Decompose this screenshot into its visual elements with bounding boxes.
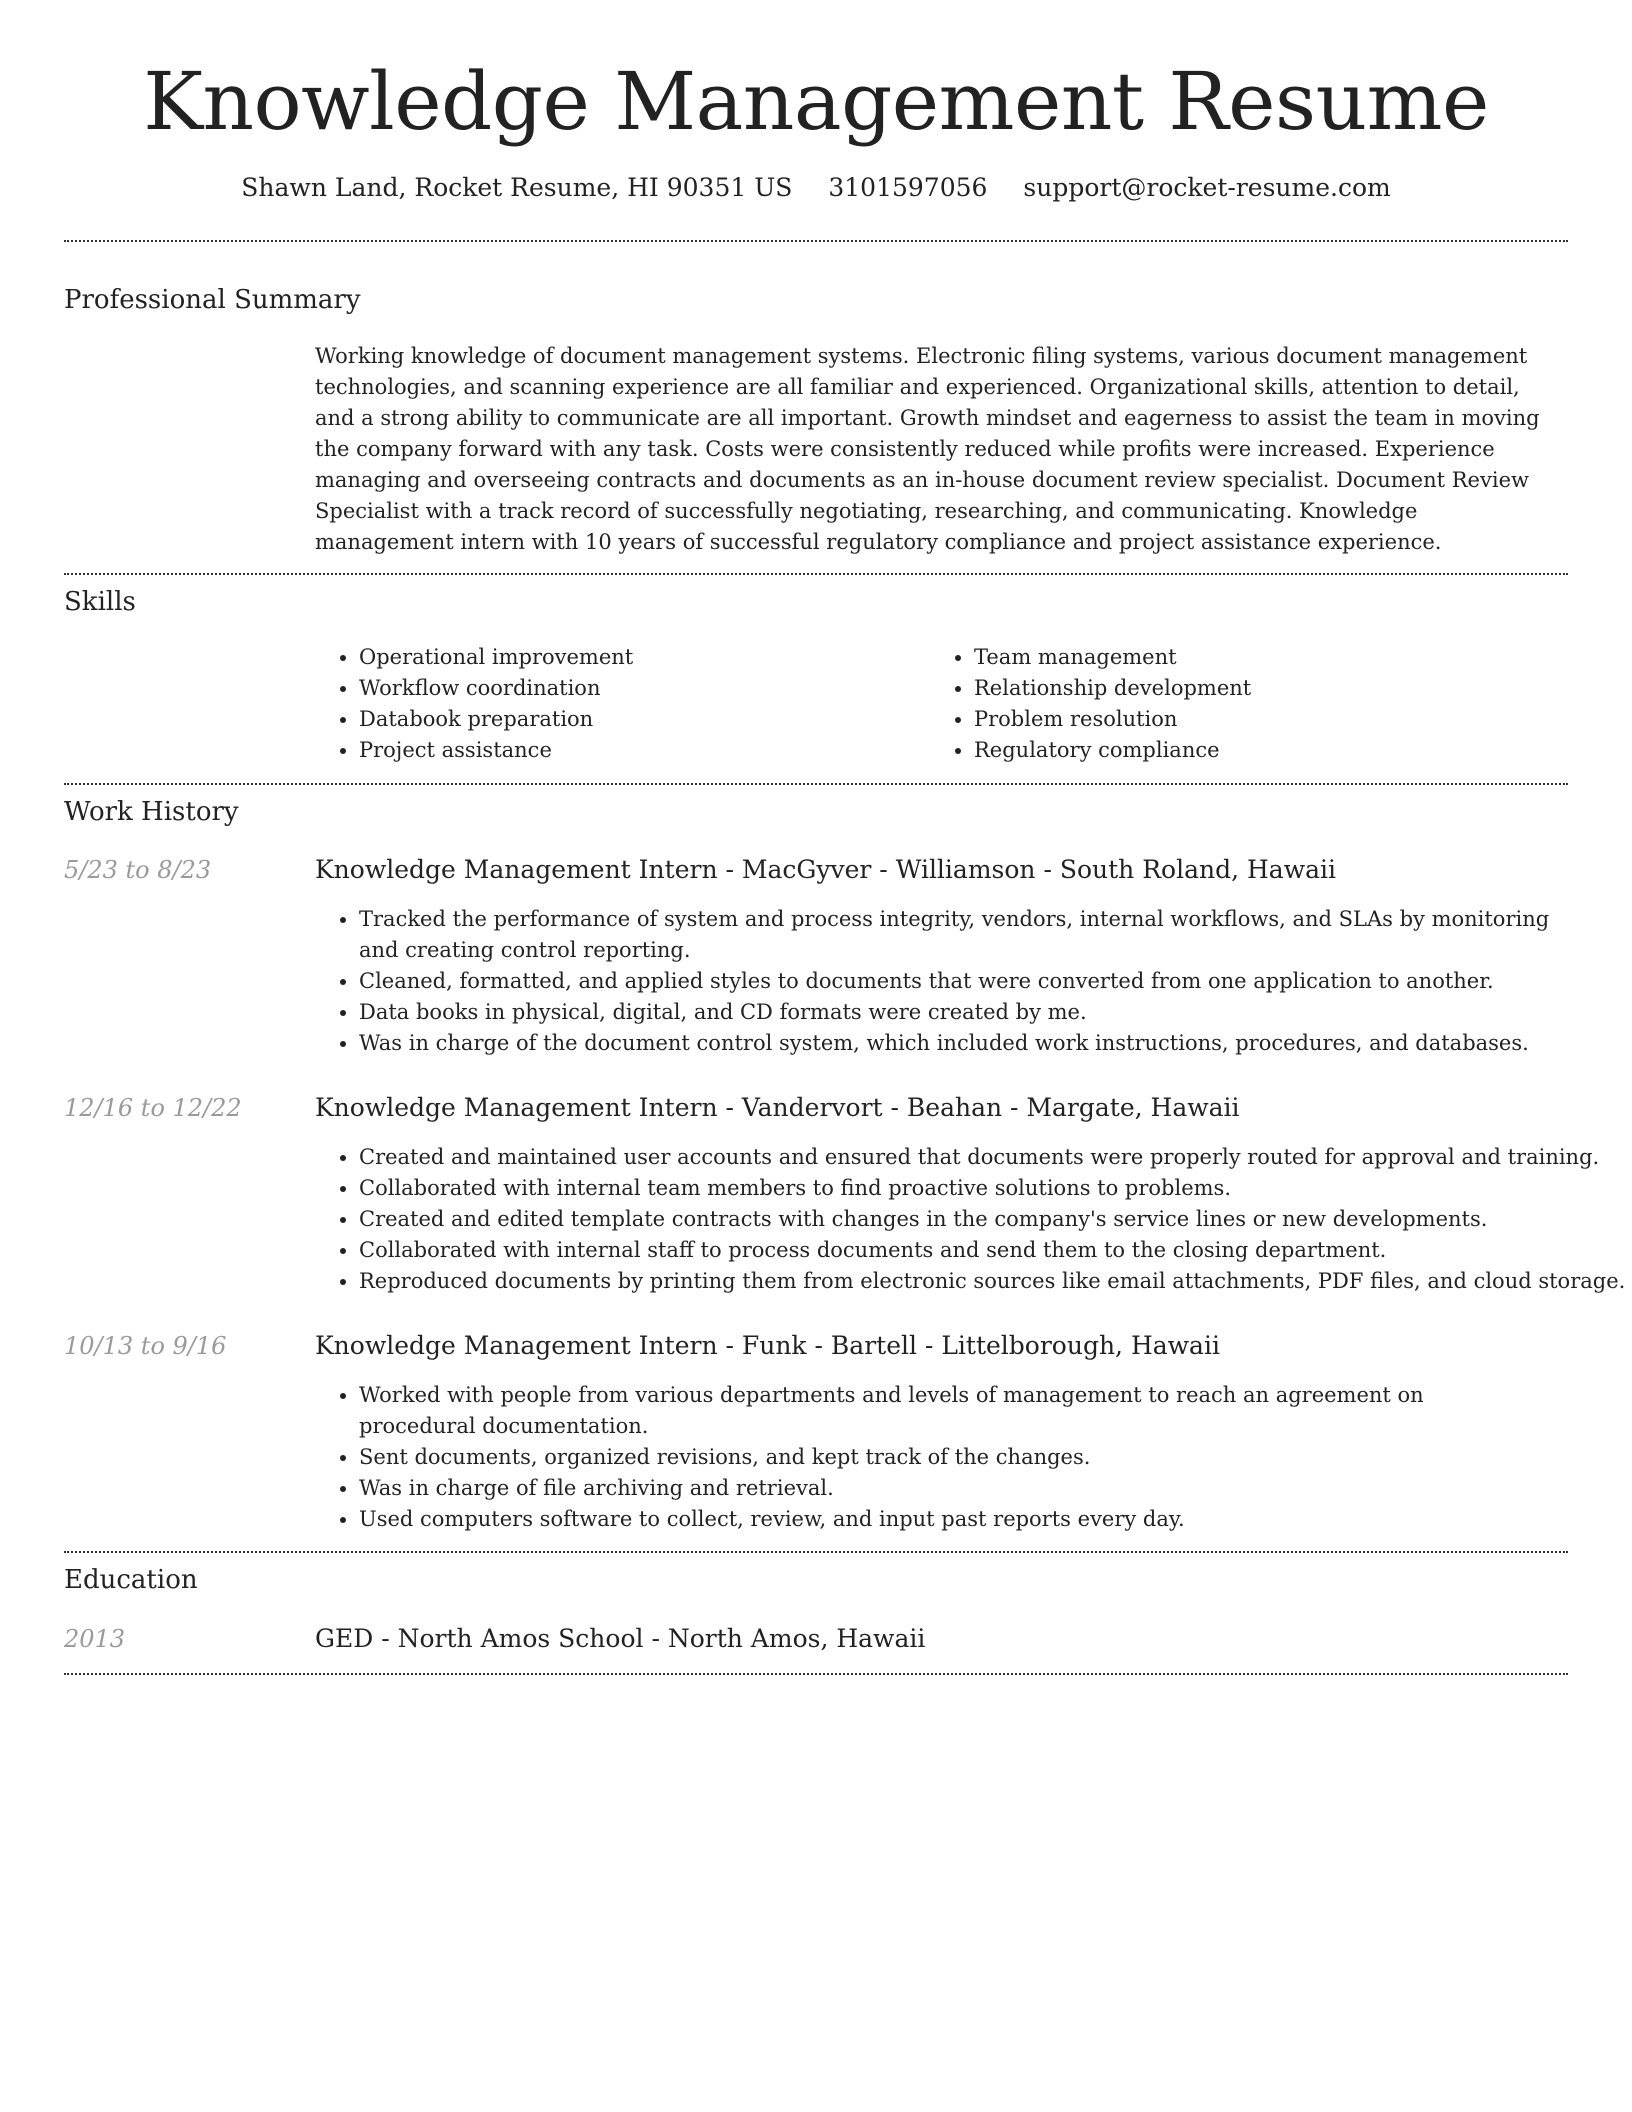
job-title: Knowledge Management Intern - Funk - Bartell - Littelborough, Hawaii — [315, 1331, 1220, 1360]
job-bullet: • Tracked the performance of system and process integrity, vendors, internal workflows, and SLAs by monitoring and creating control reporting. — [359, 904, 1559, 966]
job-bullets — [315, 904, 1559, 1059]
summary-text: Working knowledge of document management systems. Electronic filing systems, various document management technologies, and scanning experience are all familiar and experienced. Organizational skills, attention to detail, and a strong ability to communicate are all important. Growth mindset and eagerness to assist the team in moving the company forward with any task. Costs were consistently reduced while profits were increased. Experience managing and overseeing contracts and documents as an in-house document review specialist. Document Review Specialist with a track record of successfully negotiating, researching, and communicating. Knowledge management intern with 10 years of successful regulatory compliance and project assistance experience. — [315, 344, 1540, 554]
skill-item: • Problem resolution — [974, 704, 1534, 735]
job-bullet: • Created and edited template contracts with changes in the company's service lines or new developments. — [359, 1204, 1612, 1235]
job-bullets — [315, 1380, 1529, 1535]
skill-item: • Workflow coordination — [359, 673, 919, 704]
divider — [64, 240, 1568, 242]
job-bullet: • Created and maintained user accounts and ensured that documents were properly routed for approval and training. — [359, 1142, 1612, 1173]
education-title: GED - North Amos School - North Amos, Hawaii — [315, 1624, 926, 1653]
job-bullet: • Collaborated with internal staff to process documents and send them to the closing department. — [359, 1235, 1612, 1266]
skills-list-left — [315, 642, 919, 766]
contact-line — [64, 170, 1568, 206]
divider — [64, 573, 1568, 575]
contact-phone: 3101597056 — [828, 173, 988, 202]
job-bullet: • Worked with people from various departments and levels of management to reach an agreement on procedural documentation. — [359, 1380, 1529, 1442]
job-bullet: • Was in charge of the document control system, which included work instructions, procedures, and databases. — [359, 1028, 1559, 1059]
job-bullets — [315, 1142, 1626, 1297]
job-dates: 10/13 to 9/16 — [64, 1332, 227, 1360]
divider — [64, 1673, 1568, 1675]
skill-item: • Databook preparation — [359, 704, 919, 735]
skills-list-right — [930, 642, 1534, 766]
work-heading: Work History — [64, 797, 239, 827]
summary-heading: Professional Summary — [64, 285, 361, 315]
job-bullet: • Used computers software to collect, review, and input past reports every day. — [359, 1504, 1529, 1535]
job-bullet: • Collaborated with internal team members to find proactive solutions to problems. — [359, 1173, 1612, 1204]
skill-item: • Regulatory compliance — [974, 735, 1534, 766]
job-bullet: • Data books in physical, digital, and CD formats were created by me. — [359, 997, 1559, 1028]
job-bullet: • Was in charge of file archiving and retrieval. — [359, 1473, 1529, 1504]
job-dates: 12/16 to 12/22 — [64, 1094, 242, 1122]
skill-item: • Team management — [974, 642, 1534, 673]
job-bullet: • Reproduced documents by printing them from electronic sources like email attachments, PDF files, and cloud storage. — [359, 1266, 1612, 1297]
job-bullet: • Sent documents, organized revisions, and kept track of the changes. — [359, 1442, 1529, 1473]
job-title: Knowledge Management Intern - Vandervort - Beahan - Margate, Hawaii — [315, 1093, 1240, 1122]
divider — [64, 783, 1568, 785]
skill-item: • Project assistance — [359, 735, 919, 766]
skill-item: • Relationship development — [974, 673, 1534, 704]
contact-email: support@rocket-resume.com — [1023, 173, 1391, 202]
job-dates: 5/23 to 8/23 — [64, 856, 212, 884]
job-bullet: • Cleaned, formatted, and applied styles to documents that were converted from one application to another. — [359, 966, 1559, 997]
skill-item: • Operational improvement — [359, 642, 919, 673]
resume-title: Knowledge Management Resume — [143, 55, 1489, 148]
skills-heading: Skills — [64, 587, 136, 617]
contact-address: Shawn Land, Rocket Resume, HI 90351 US — [241, 173, 793, 202]
divider — [64, 1551, 1568, 1553]
job-title: Knowledge Management Intern - MacGyver - Williamson - South Roland, Hawaii — [315, 855, 1337, 884]
education-year: 2013 — [64, 1625, 126, 1653]
education-heading: Education — [64, 1565, 198, 1595]
